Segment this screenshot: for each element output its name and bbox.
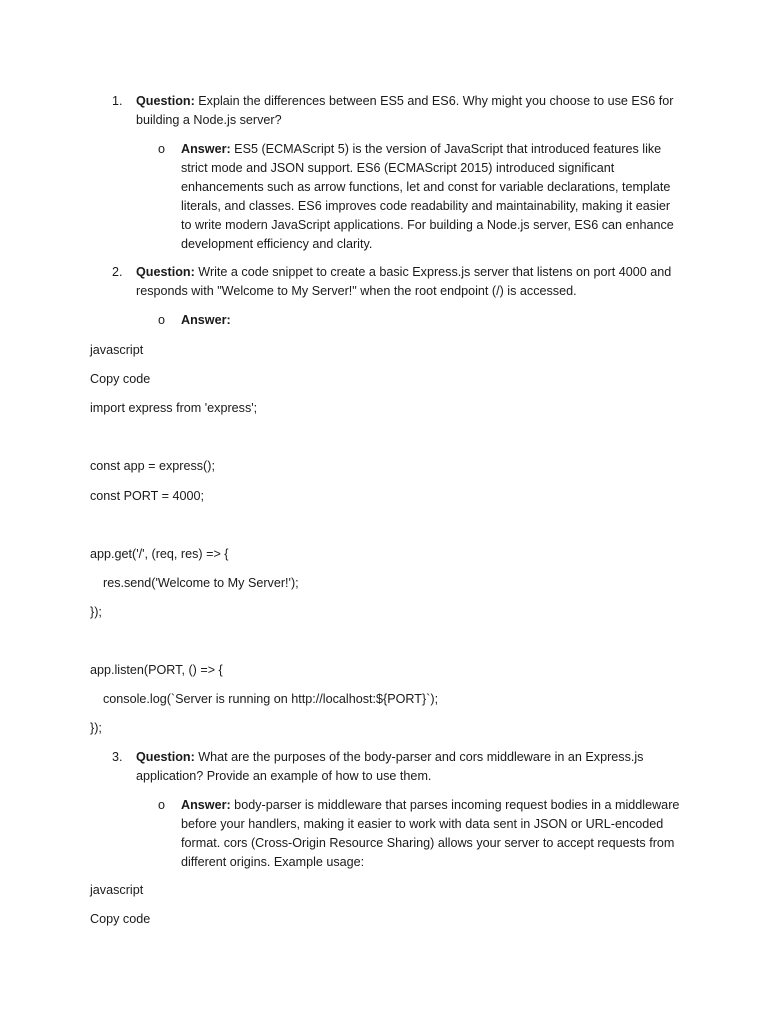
code-line: app.get('/', (req, res) => {	[90, 547, 229, 561]
question-1-text	[136, 92, 676, 130]
code-line: console.log(`Server is running on http://localhost:${PORT}`);	[103, 692, 439, 706]
code-line: });	[90, 605, 102, 619]
copy-code-label[interactable]: Copy code	[90, 372, 151, 386]
answer-3-body: body-parser is middleware that parses incoming request bodies in a middleware before your handlers, making it easier to work with data sent in JSON or URL-encoded format. cors (Cross-Origin Resource Sharing) allows your server to accept requests from different origins. Example usage:	[181, 798, 680, 869]
answer-1-body: ES5 (ECMAScript 5) is the version of JavaScript that introduced features like strict mode and JSON support. ES6 (ECMAScript 2015) introduced significant enhancements such as arrow functions, let and const for variable declarations, template literals, and classes. ES6 improves code readability and maintainability, making it easier to write modern JavaScript applications. For building a Node.js server, ES6 can enhance development efficiency and clarity.	[181, 142, 674, 251]
answer-1-bullet: o	[158, 142, 166, 156]
code-line: });	[90, 721, 102, 735]
code-line: res.send('Welcome to My Server!');	[103, 576, 299, 590]
question-2-number: 2.	[112, 265, 123, 279]
question-1-body: Explain the differences between ES5 and ES6. Why might you choose to use ES6 for building a Node.js server?	[136, 94, 674, 127]
question-3-number: 3.	[112, 750, 123, 764]
code-language-label: javascript	[90, 343, 144, 357]
code-line: const PORT = 4000;	[90, 489, 204, 503]
answer-3-label: Answer:	[181, 798, 231, 812]
answer-1-text	[181, 140, 681, 254]
question-1-number: 1.	[112, 94, 123, 108]
answer-1-label: Answer:	[181, 142, 231, 156]
code-line: import express from 'express';	[90, 401, 258, 415]
answer-3-bullet: o	[158, 798, 166, 812]
question-3-text	[136, 748, 676, 786]
question-2-label: Question:	[136, 265, 195, 279]
code-language-label-2: javascript	[90, 883, 144, 897]
copy-code-label-2[interactable]: Copy code	[90, 912, 151, 926]
question-2-body: Write a code snippet to create a basic Express.js server that listens on port 4000 and responds with "Welcome to My Server!" when the root endpoint (/) is accessed.	[136, 265, 672, 298]
question-3-body: What are the purposes of the body-parser and cors middleware in an Express.js application? Provide an example of how to use them.	[136, 750, 644, 783]
code-line: app.listen(PORT, () => {	[90, 663, 223, 677]
answer-2-bullet: o	[158, 313, 166, 327]
code-line: const app = express();	[90, 459, 215, 473]
question-1-label: Question:	[136, 94, 195, 108]
question-3-label: Question:	[136, 750, 195, 764]
answer-2-label: Answer:	[181, 313, 231, 327]
question-2-text	[136, 263, 676, 301]
answer-3-text	[181, 796, 681, 872]
